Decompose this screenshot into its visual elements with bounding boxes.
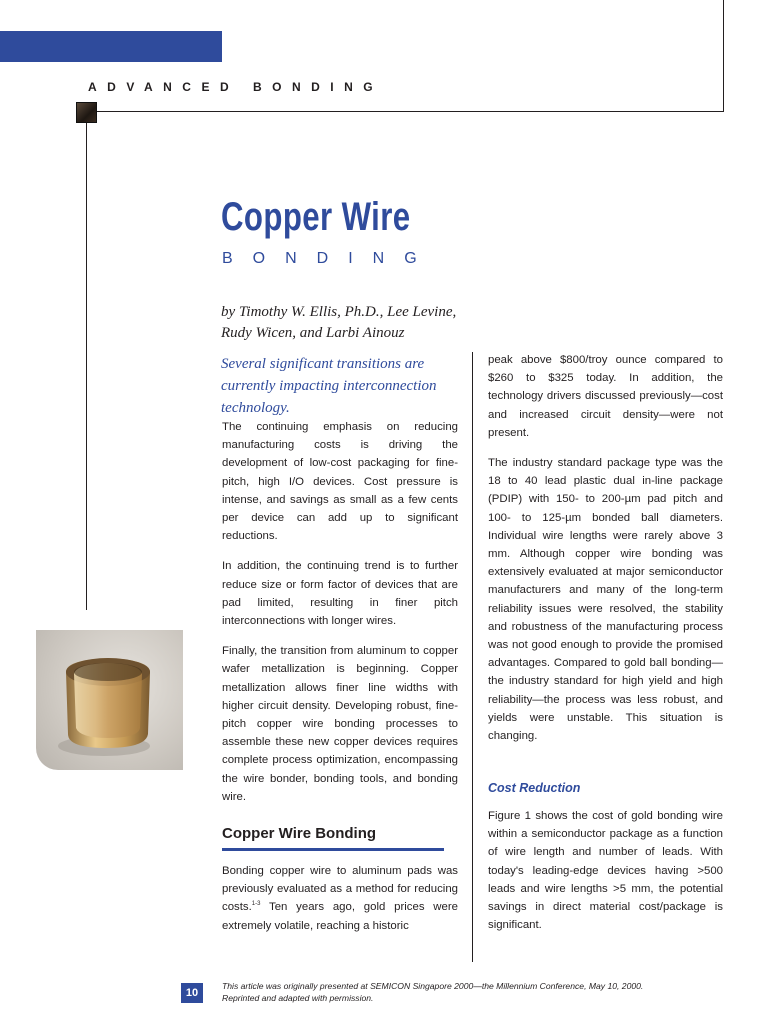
body-paragraph: In addition, the continuing trend is to further reduce size or form factor of devices that are pad limited, resulting in finer pitch interconnections with longer wires. [222, 560, 458, 628]
body-paragraph: Figure 1 shows the cost of gold bonding wire within a semiconductor package as a function of wire length and number of leads. With today's leading-edge devices having >500 leads and wire lengths >5 mm, the potential savings in direct material cost/package is significant. [488, 810, 723, 932]
frame-rule-top [95, 111, 724, 112]
body-paragraph: peak above $800/troy ounce compared to $260 to $325 today. In addition, the technology drivers discussed previously—cost and increased circuit density—were not present. [488, 354, 723, 439]
header-color-bar [0, 31, 222, 62]
reference-superscript: 1-3 [251, 901, 261, 908]
corner-thumbnail-image [76, 102, 97, 123]
copper-capillary-photo [36, 630, 183, 770]
heading-underline [222, 848, 444, 851]
article-title: Copper Wire [221, 195, 411, 239]
footnote-line: Reprinted and adapted with permission. [222, 993, 374, 1003]
body-paragraph: The industry standard package type was the 18 to 40 lead plastic dual in-line package (PDIP) with 150- to 200-µm pad pitch and 100- to 125-µm bonded ball diameters. Individual wire lengths were rarely above 3 mm. Although copper wire bonding was extensively evaluated at major semiconductor manufacturers and many of the long-term reliability issues were resolved, the stability and robustness of the manufacturing process was not good enough to provide the promised advantages. Compared to gold ball bonding—the industry standard for high yield and high reliability—the process was less robust, and yields were unstable. This situation is changing. [488, 457, 723, 743]
body-paragraph [222, 862, 458, 935]
page-number-badge: 10 [181, 983, 203, 1003]
right-column [488, 351, 723, 757]
right-column-section [488, 807, 723, 946]
footnote-line: This article was originally presented at SEMICON Singapore 2000—the Millennium Conference, May 10, 2000. [222, 981, 644, 991]
body-paragraph: Finally, the transition from aluminum to copper wafer metallization is beginning. Copper metallization allows finer line widths with higher circuit density. Developing robust, fine-pitch copper wire bonding processes to assemble these new copper devices requires complete process optimization, encompassing the wire bonder, bonding tools, and bonding wire. [222, 645, 458, 803]
byline: by Timothy W. Ellis, Ph.D., Lee Levine, Rudy Wicen, and Larbi Ainouz [221, 304, 457, 341]
body-text: Ten years ago, gold prices were extremely volatile, reaching a historic [222, 901, 458, 932]
body-paragraph: The continuing emphasis on reducing manufacturing costs is driving the development of low-cost packaging for fine-pitch, high I/O devices. Cost pressure is intense, and savings as small as a few cents per device can add up to significant reductions. [222, 421, 458, 543]
article-subtitle: BONDING [222, 250, 437, 267]
heading-cost-reduction: Cost Reduction [488, 781, 581, 795]
footnote [222, 980, 722, 1004]
section-title: ADVANCED BONDING [88, 80, 384, 94]
capillary-ring-image [36, 630, 183, 770]
left-column-section [222, 862, 458, 947]
column-divider [472, 352, 473, 962]
body-text: Bonding copper wire to aluminum pads was previously evaluated as a method for reducing costs. [222, 865, 458, 914]
frame-rule-left [86, 112, 87, 610]
heading-copper-wire-bonding: Copper Wire Bonding [222, 825, 377, 842]
left-column [222, 418, 458, 818]
frame-rule-right [723, 0, 724, 112]
lead-paragraph: Several significant transitions are currently impacting interconnection technology. [221, 356, 437, 416]
